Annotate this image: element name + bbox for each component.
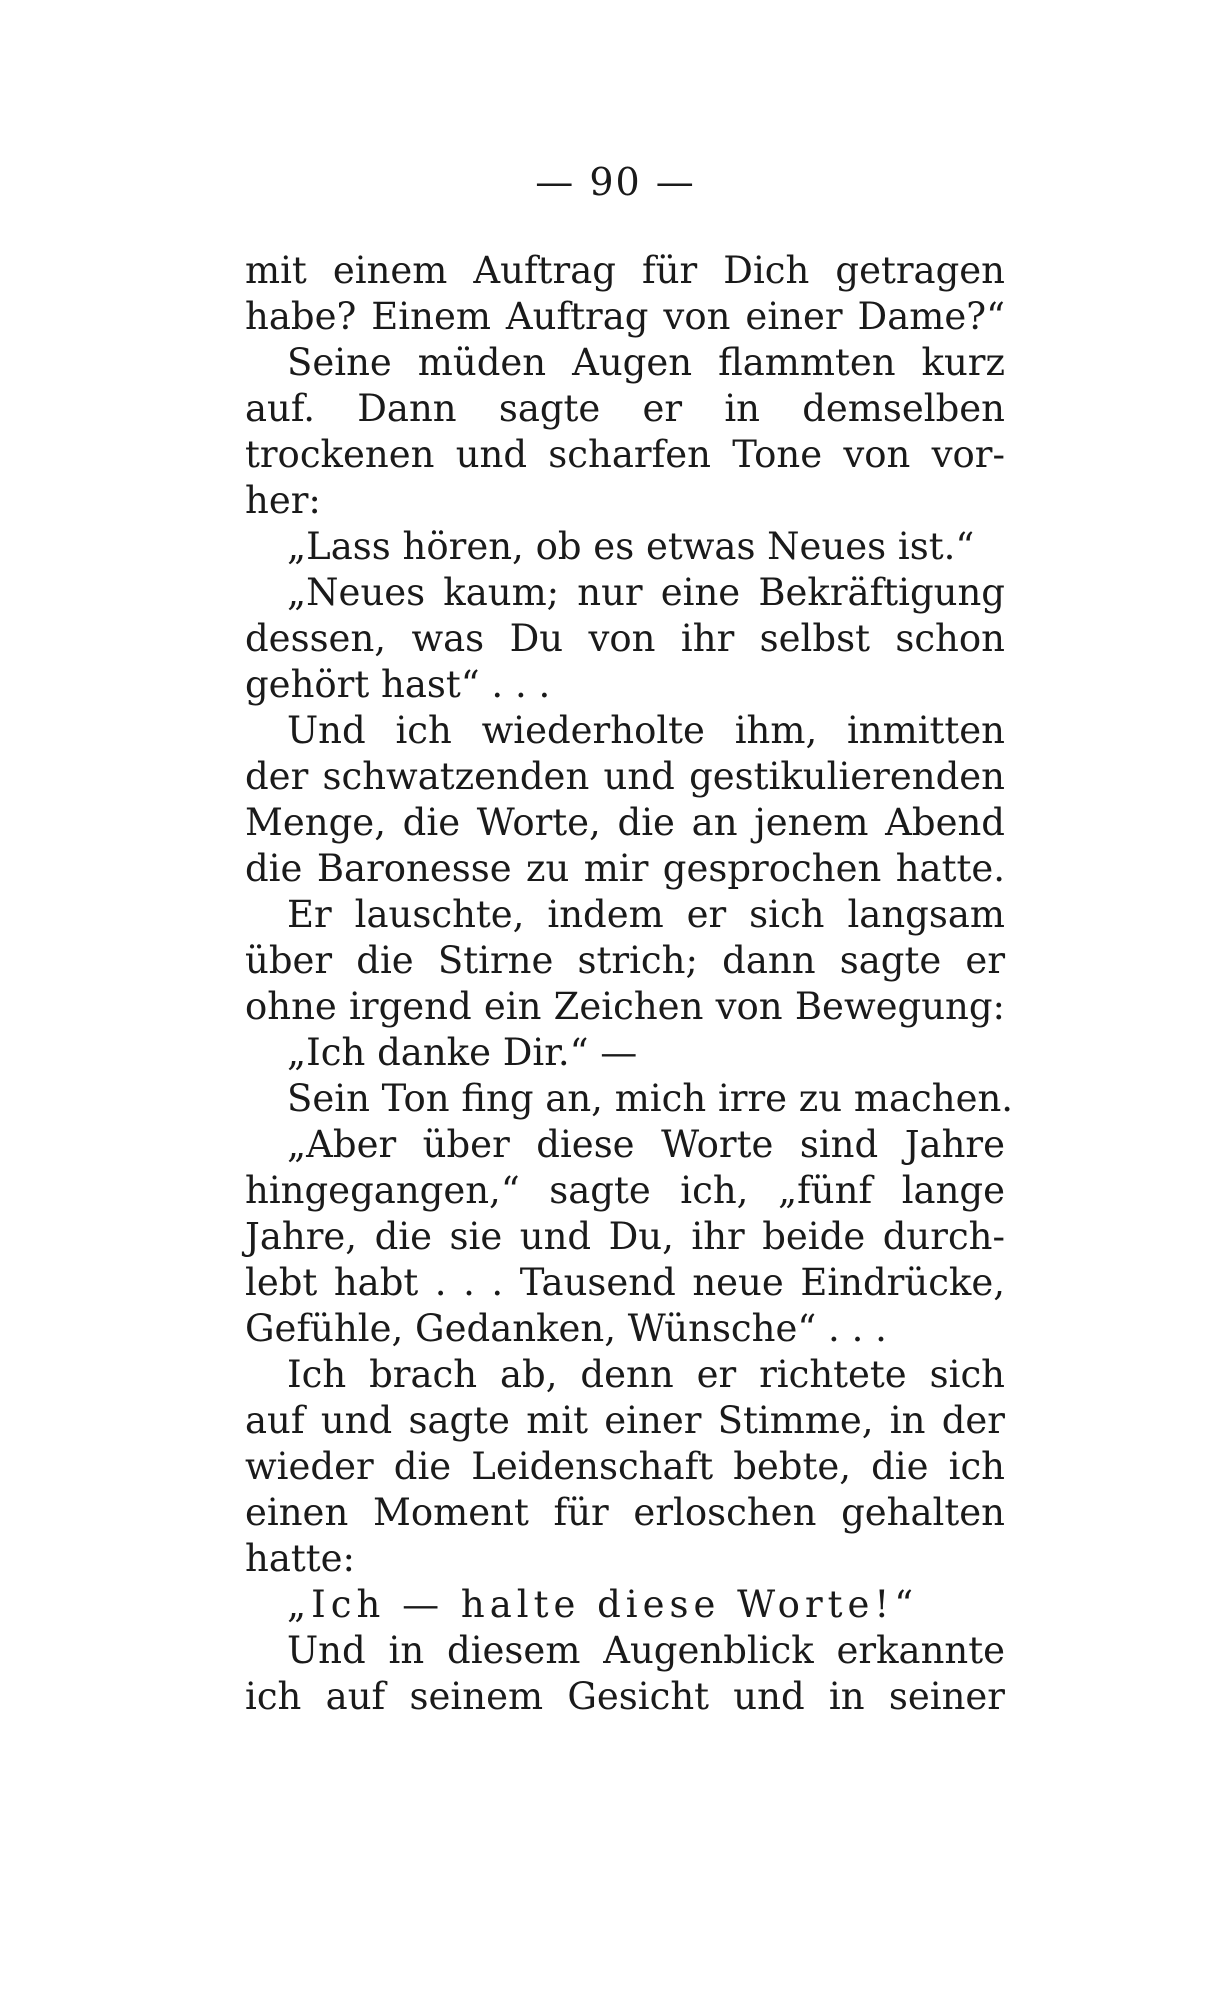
text-line: „Neues kaum; nur eine Bekräftigung xyxy=(287,571,1005,614)
text-line: „Lass hören, ob es etwas Neues ist.“ xyxy=(287,525,975,568)
text-line: Gefühle, Gedanken, Wünsche“ . . . xyxy=(245,1307,887,1350)
text-line: über die Stirne strich; dann sagte er xyxy=(245,939,1005,982)
text-line: trockenen und scharfen Tone von vor- xyxy=(245,433,1005,476)
text-line: habe? Einem Auftrag von einer Dame?“ xyxy=(245,295,1005,338)
text-line: auf. Dann sagte er in demselben xyxy=(245,387,1005,430)
text-line: her: xyxy=(245,479,321,522)
text-line: mit einem Auftrag für Dich getragen xyxy=(245,249,1005,292)
text-line: Und in diesem Augenblick erkannte xyxy=(287,1629,1005,1672)
text-line: der schwatzenden und gestikulierenden xyxy=(245,755,1005,798)
text-line: „Ich — halte diese Worte!“ xyxy=(287,1583,919,1626)
text-line: Menge, die Worte, die an jenem Abend xyxy=(245,801,1005,844)
text-line: gehört hast“ . . . xyxy=(245,663,551,706)
text-line: Ich brach ab, denn er richtete sich xyxy=(287,1353,1005,1396)
text-line: einen Moment für erloschen gehalten xyxy=(245,1491,1005,1534)
text-line: wieder die Leidenschaft bebte, die ich xyxy=(245,1445,1005,1488)
text-line: Sein Ton fing an, mich irre zu machen. xyxy=(287,1077,1014,1120)
text-line: Seine müden Augen flammten kurz xyxy=(287,341,1005,384)
text-line: dessen, was Du von ihr selbst schon xyxy=(245,617,1005,660)
text-line: Er lauschte, indem er sich langsam xyxy=(287,893,1005,936)
text-line: Und ich wiederholte ihm, inmitten xyxy=(287,709,1005,752)
text-line: die Baronesse zu mir gesprochen hatte. xyxy=(245,847,1005,890)
body-text xyxy=(245,248,1014,1720)
text-line: ohne irgend ein Zeichen von Bewegung: xyxy=(245,985,1005,1028)
text-line: hingegangen,“ sagte ich, „fünf lange xyxy=(245,1169,1005,1212)
text-line: „Ich danke Dir.“ — xyxy=(287,1031,638,1074)
text-line: auf und sagte mit einer Stimme, in der xyxy=(245,1399,1005,1442)
text-line: ich auf seinem Gesicht und in seiner xyxy=(245,1675,1005,1718)
text-line: lebt habt . . . Tausend neue Eindrücke, xyxy=(245,1261,1005,1304)
text-line: hatte: xyxy=(245,1537,355,1580)
text-line: Jahre, die sie und Du, ihr beide durch- xyxy=(245,1215,1005,1258)
text-line: „Aber über diese Worte sind Jahre xyxy=(287,1123,1005,1166)
page-number: — 90 — xyxy=(535,160,696,204)
